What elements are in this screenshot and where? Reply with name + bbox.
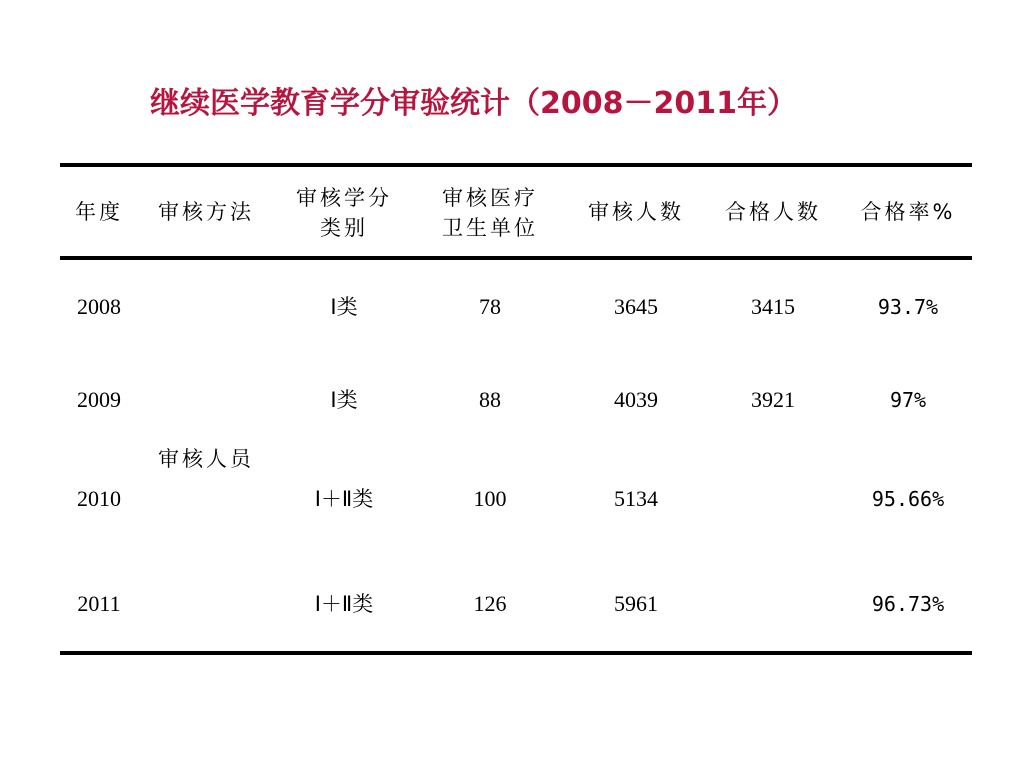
header-units: 审核医疗 卫生单位 (442, 186, 538, 240)
table-row-2009-rate: 97% (889, 388, 927, 412)
header-rate: 合格率% (860, 200, 956, 224)
table-bottom-rule (60, 651, 972, 655)
header-year: 年度 (75, 200, 123, 224)
page-title: 继续医学教育学分审验统计（2008－2011年） (150, 86, 797, 121)
table-row-2011-credit-type: Ⅰ＋Ⅱ类 (314, 592, 374, 616)
table-row-2008-passed: 3415 (751, 294, 795, 319)
table-row-2008-credit-type: Ⅰ类 (330, 295, 358, 319)
table-row-2011-audited: 5961 (614, 591, 658, 616)
table-row-2009-year: 2009 (77, 387, 121, 412)
table-row-2010-units: 100 (473, 486, 507, 511)
table-row-2008-year: 2008 (77, 294, 121, 319)
table-row-2008-units: 78 (479, 294, 501, 319)
table-row-2010-rate: 95.66% (871, 487, 945, 511)
table-row-2009-units: 88 (479, 387, 501, 412)
table-row-2011-rate: 96.73% (871, 592, 945, 616)
table-row-2009-passed: 3921 (751, 387, 795, 412)
method-value: 审核人员 (158, 447, 254, 471)
table-row-2010-year: 2010 (77, 486, 121, 511)
table-row-2009-audited: 4039 (614, 387, 658, 412)
table-row-2011-year: 2011 (77, 591, 121, 616)
table-row-2011-units: 126 (473, 591, 507, 616)
table-row-2008-audited: 3645 (614, 294, 658, 319)
header-method: 审核方法 (158, 200, 254, 224)
table-top-rule (60, 163, 972, 167)
table-row-2010-credit-type: Ⅰ＋Ⅱ类 (314, 487, 374, 511)
table-row-2008-rate: 93.7% (877, 295, 939, 319)
table-row-2010-audited: 5134 (614, 486, 658, 511)
header-passed: 合格人数 (725, 200, 821, 224)
header-audited: 审核人数 (588, 200, 684, 224)
table-row-2009-credit-type: Ⅰ类 (330, 388, 358, 412)
table-header-rule (60, 256, 972, 260)
header-credit-type: 审核学分 类别 (296, 186, 392, 240)
